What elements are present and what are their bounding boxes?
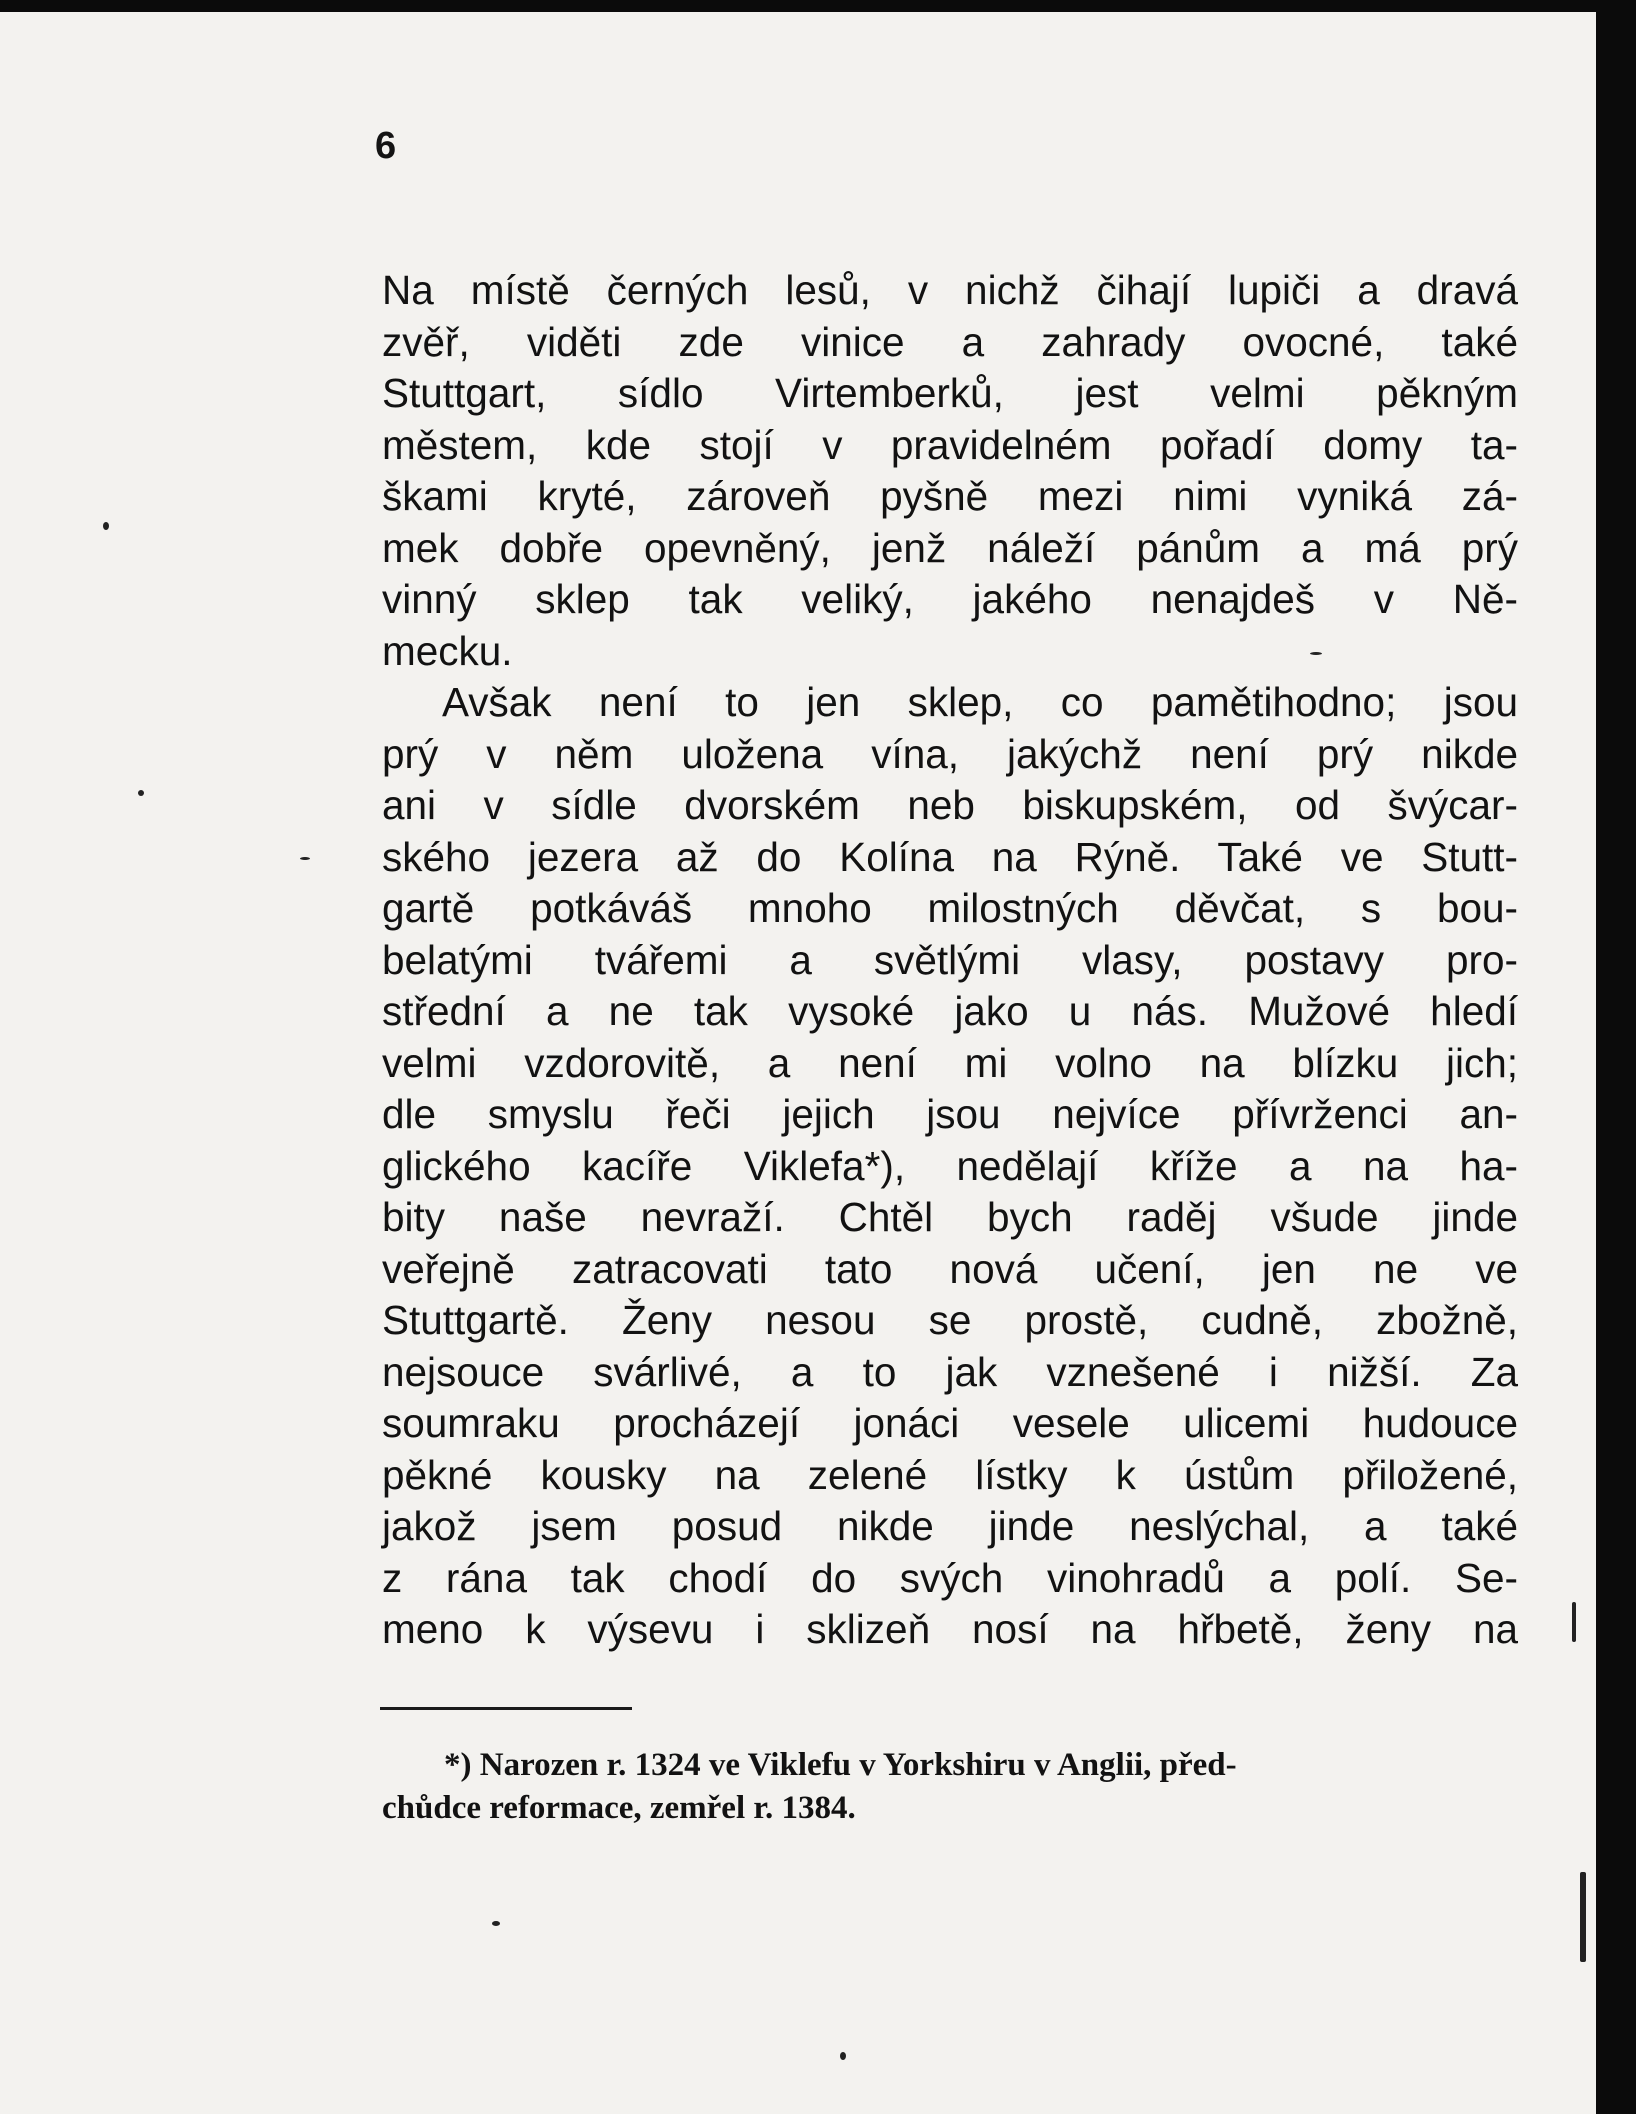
text-line: ského jezera až do Kolína na Rýně. Také ve Stutt- — [382, 833, 1518, 880]
text-line: z rána tak chodí do svých vinohradů a polí. Se- — [382, 1554, 1518, 1601]
footnote-line: *) Narozen r. 1324 ve Viklefu v Yorkshiru v Anglii, před- — [444, 1747, 1237, 1783]
scan-speck — [1580, 1872, 1586, 1962]
footnote — [382, 1744, 1512, 1830]
scan-border — [1596, 0, 1636, 2114]
text-line: Stuttgart, sídlo Virtemberků, jest velmi pěkným — [382, 370, 1518, 416]
text-line: Stuttgartě. Ženy nesou se prostě, cudně, zbožně, — [382, 1297, 1518, 1343]
body-text — [382, 265, 1518, 1656]
text-line: dle smyslu řeči jejich jsou nejvíce přívrženci an- — [382, 1091, 1518, 1137]
text-line: belatými tvářemi a světlými vlasy, postavy pro- — [382, 936, 1518, 983]
text-line: bity naše nevraží. Chtěl bych raděj všude jinde — [382, 1194, 1518, 1240]
text-line: mecku. — [382, 627, 513, 674]
text-line: Avšak není to jen sklep, co pamětihodno; jsou — [442, 679, 1518, 725]
text-line: prý v něm uložena vína, jakýchž není prý nikde — [382, 730, 1518, 777]
text-line: mek dobře opevněný, jenž náleží pánům a má prý — [382, 524, 1518, 571]
paragraph-2 — [382, 677, 1518, 1656]
text-line: soumraku procházejí jonáci vesele ulicemi hudouce — [382, 1400, 1518, 1446]
book-page — [0, 12, 1596, 2114]
scan-speck — [138, 790, 144, 796]
text-line: městem, kde stojí v pravidelném pořadí domy ta- — [382, 421, 1518, 468]
scan-speck — [1572, 1602, 1576, 1642]
scan-speck — [103, 522, 109, 530]
scan-speck — [840, 2052, 846, 2060]
text-line: škami kryté, zároveň pyšně mezi nimi vyniká zá- — [382, 473, 1518, 519]
paragraph-1 — [382, 265, 1518, 677]
scan-speck — [492, 1921, 500, 1926]
text-line: nejsouce svárlivé, a to jak vznešené i nižší. Za — [382, 1348, 1518, 1395]
footnote-divider — [380, 1707, 632, 1710]
text-line: střední a ne tak vysoké jako u nás. Mužové hledí — [382, 988, 1518, 1034]
text-line: vinný sklep tak veliký, jakého nenajdeš v Ně- — [382, 576, 1518, 622]
text-line: pěkné kousky na zelené lístky k ústům přiložené, — [382, 1451, 1518, 1498]
text-line: veřejně zatracovati tato nová učení, jen ne ve — [382, 1245, 1518, 1292]
page-number: 6 — [375, 125, 397, 167]
text-line: gartě potkáváš mnoho milostných děvčat, s bou- — [382, 885, 1518, 931]
text-line: zvěř, viděti zde vinice a zahrady ovocné, také — [382, 318, 1518, 365]
text-line: meno k výsevu i sklizeň nosí na hřbetě, ženy na — [382, 1606, 1518, 1652]
scan-speck — [1310, 652, 1322, 655]
text-line: glického kacíře Viklefa*), nedělají kříže a na ha- — [382, 1142, 1518, 1189]
text-line: Na místě černých lesů, v nichž čihají lupiči a dravá — [382, 267, 1518, 313]
footnote-line: chůdce reformace, zemřel r. 1384. — [382, 1790, 856, 1826]
text-line: velmi vzdorovitě, a není mi volno na blízku jich; — [382, 1039, 1518, 1086]
text-line: ani v sídle dvorském neb biskupském, od švýcar- — [382, 782, 1518, 828]
scan-speck — [300, 857, 310, 860]
text-line: jakož jsem posud nikde jinde neslýchal, a také — [382, 1503, 1518, 1549]
